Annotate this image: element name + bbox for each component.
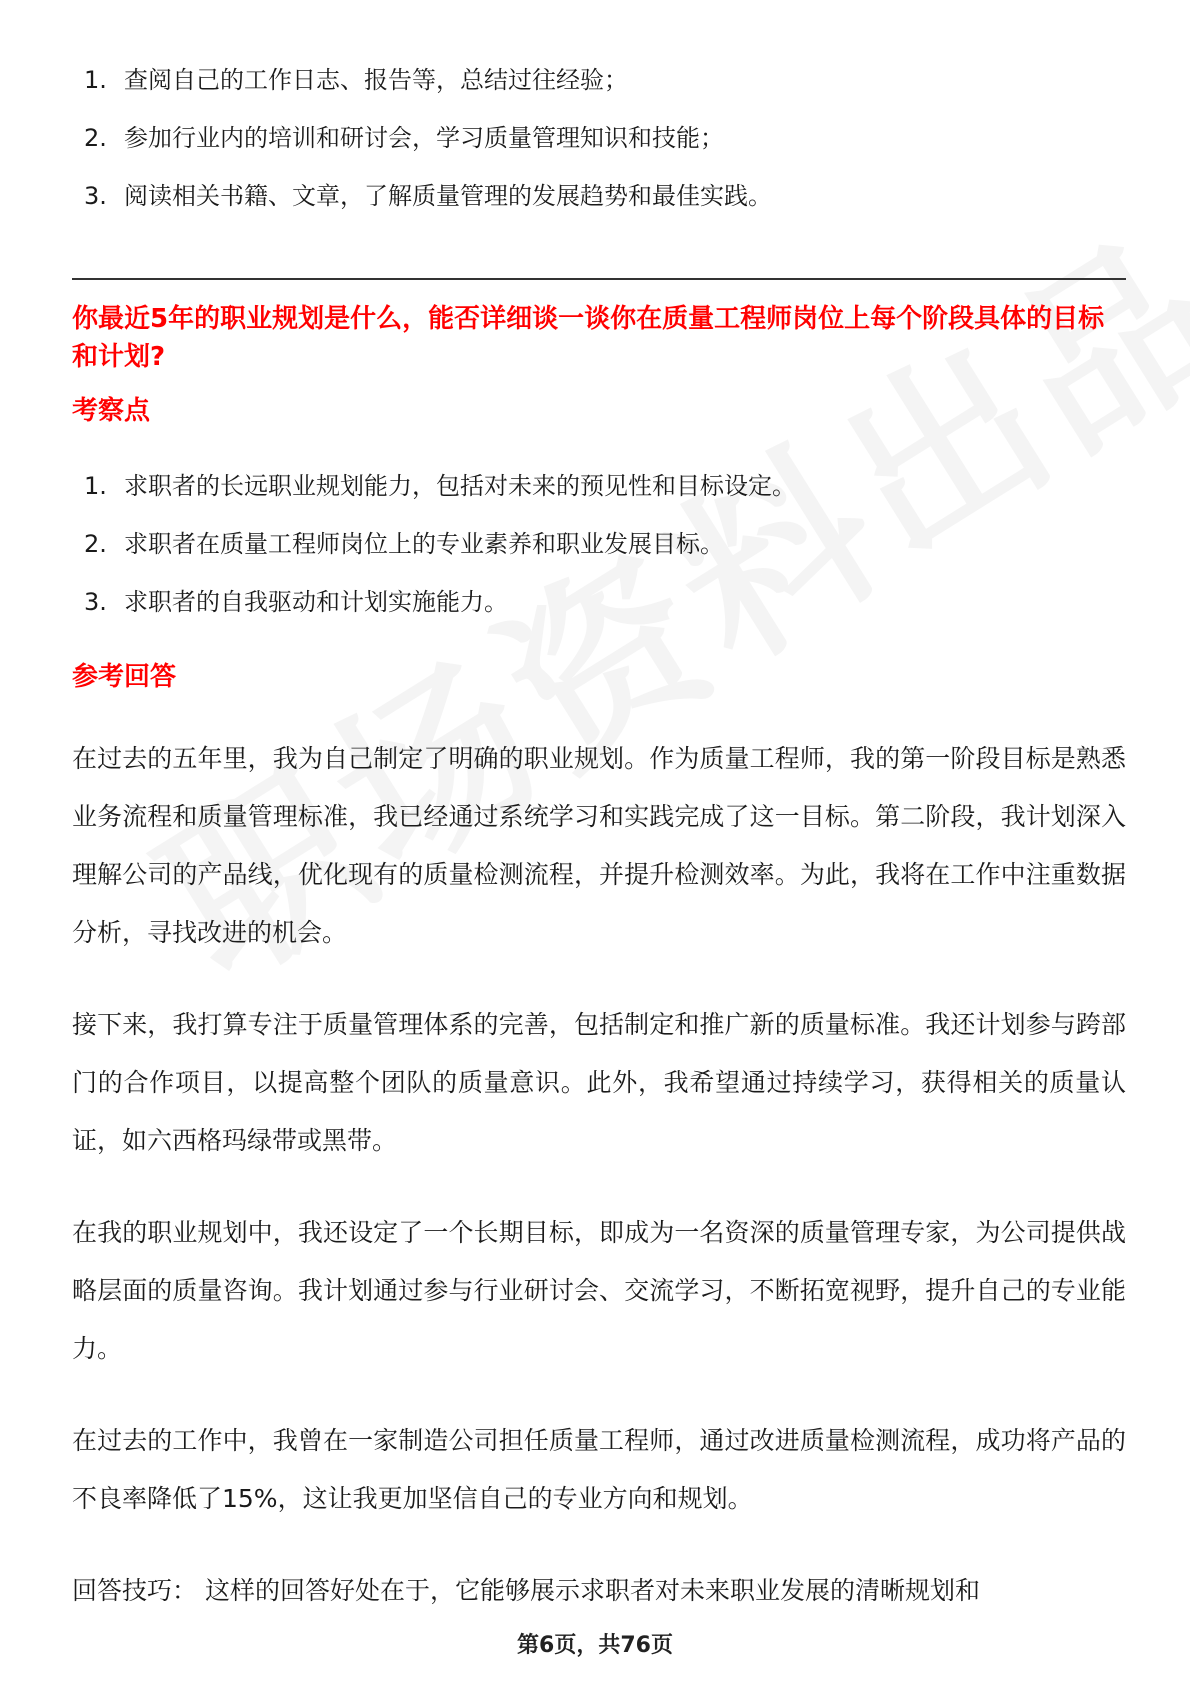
list-number: 1. [84, 472, 107, 500]
list-number: 1. [84, 66, 107, 94]
list-item [72, 118, 1126, 158]
list-text: 阅读相关书籍、文章，了解质量管理的发展趋势和最佳实践。 [124, 182, 772, 210]
list-item [72, 582, 1126, 622]
list-number: 2. [84, 530, 107, 558]
list-text: 求职者的长远职业规划能力，包括对未来的预见性和目标设定。 [124, 472, 796, 500]
list-item [72, 466, 1126, 506]
list-text: 求职者的自我驱动和计划实施能力。 [124, 588, 508, 616]
top-list [72, 60, 1126, 234]
answer-paragraph: 在过去的五年里，我为自己制定了明确的职业规划。作为质量工程师，我的第一阶段目标是熟悉业务流程和质量管理标准，我已经通过系统学习和实践完成了这一目标。第二阶段，我计划深入理解公司的产品线，优化现有的质量检测流程，并提升检测效率。为此，我将在工作中注重数据分析，寻找改进的机会。 [72, 744, 1126, 947]
focus-list [72, 466, 1126, 640]
answer-body [72, 730, 1126, 1654]
list-text: 查阅自己的工作日志、报告等，总结过往经验； [124, 66, 628, 94]
list-number: 2. [84, 124, 107, 152]
list-number: 3. [84, 588, 107, 616]
answer-paragraph: 在我的职业规划中，我还设定了一个长期目标，即成为一名资深的质量管理专家，为公司提供战略层面的质量咨询。我计划通过参与行业研讨会、交流学习，不断拓宽视野，提升自己的专业能力。 [72, 1218, 1126, 1363]
list-item [72, 60, 1126, 100]
list-text: 参加行业内的培训和研讨会，学习质量管理知识和技能； [124, 124, 724, 152]
answer-paragraph: 在过去的工作中，我曾在一家制造公司担任质量工程师，通过改进质量检测流程，成功将产品的不良率降低了15%，这让我更加坚信自己的专业方向和规划。 [72, 1426, 1126, 1513]
page-number-footer: 第6页，共76页 [517, 1633, 673, 1658]
reference-answer-title: 参考回答 [72, 662, 177, 692]
document-page [72, 0, 1126, 1684]
question-heading: 你最近5年的职业规划是什么，能否详细谈一谈你在质量工程师岗位上每个阶段具体的目标和计划? [72, 304, 1105, 372]
divider [72, 278, 1126, 280]
list-item [72, 524, 1126, 564]
list-text: 求职者在质量工程师岗位上的专业素养和职业发展目标。 [124, 530, 724, 558]
list-item [72, 176, 1126, 216]
answer-paragraph: 接下来，我打算专注于质量管理体系的完善，包括制定和推广新的质量标准。我还计划参与跨部门的合作项目，以提高整个团队的质量意识。此外，我希望通过持续学习，获得相关的质量认证，如六西格玛绿带或黑带。 [72, 1010, 1126, 1155]
answer-paragraph: 回答技巧： 这样的回答好处在于，它能够展示求职者对未来职业发展的清晰规划和 [72, 1576, 980, 1605]
focus-title: 考察点 [72, 396, 151, 426]
list-number: 3. [84, 182, 107, 210]
